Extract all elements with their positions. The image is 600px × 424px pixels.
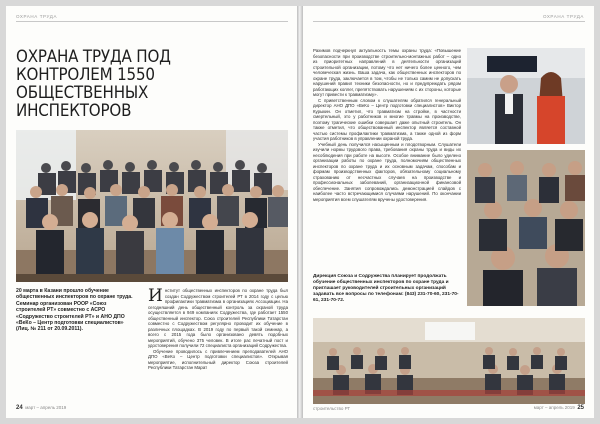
issue-left: март – апрель 2019 [25, 405, 67, 410]
section-rubric-left: ОХРАНА ТРУДА [16, 14, 58, 19]
listeners-photo [467, 150, 585, 306]
left-page [6, 6, 297, 418]
page-number-right: 25 [577, 405, 584, 411]
drop-cap: И [148, 286, 163, 306]
folio-left [16, 405, 66, 411]
article-lead: 20 марта в Казани прошло обучение общественных инспекторов по охране труда. Семинар организован РООР «Союз строителей РТ» совместно с АСРО «Содружество строителей РТ» и АНО ДПО «ВеКо – Центр подготовки специалистов» (Лиц. № 211 от 20.09.2011). [16, 288, 133, 333]
article-column-1 [148, 288, 288, 371]
column-2-paragraph-2: С приветственным словом к слушателям обратился генеральный директор АНО ДПО «ВеКо – Центр подготовки специалистов» Виктор Курыкин. Он отметил, что травматизм на стройке, в частности смертельный, это у работников и многие травмы на производстве, поэтому трагические ошибки совершает даже опытный строитель. Он также отметил, что обществованный инспектор является составной частью системы профилактики травматизма, а также одной из форм участия работников в управлении охраной труда. [313, 97, 461, 142]
page-number-left: 24 [16, 405, 23, 411]
closing-note: Дирекция Союза и Содружества планирует продолжать обучение общественных инспекторов по охране труда и приглашает руководителей строительных организаций задавать все вопросы по телефонам: (843) 231-70-60, 231-70-61, 231-70-72. [313, 274, 459, 303]
classroom-photo [313, 318, 585, 404]
column-1-paragraph-1-text: нститут общественных инспекторов по охране труда был создан Содружеством строителей РТ в 2014 году с целью профилактики травматизма в организациях Ассоциации. На сегодняшний день общественный контроль за охраной труда осуществляется в 949 компаниях Содружества, где работает 1550 общественный инспектор. Союз строителей Республики Татарстан совместно с Содружеством регулярно проводит их обучение в различных площадках. В 2019 году по первый такой семинар, а всего с 2015 года было организовано девять подобных мероприятий, обучено 375 человек. В итоге рас печатный пост и удостоверения получили 72 специалиста организаций Содружества. [148, 288, 288, 349]
section-rubric-right: ОХРАНА ТРУДА [542, 14, 584, 19]
header-rule-left [16, 21, 288, 22]
column-1-paragraph-2: Обучение проводилось с привлечением преподавателей АНО ДПО «ВеКо – Центр подготовки специалистов». Открывая мероприятие, исполнительный директор Союза строителей Республики Татарстан Марат [148, 348, 288, 371]
issue-right: март – апрель 2019 [533, 405, 575, 410]
seminar-audience-photo [16, 130, 288, 282]
column-1-paragraph-1 [148, 288, 288, 349]
folio-right-site: строительство РТ [313, 406, 351, 411]
header-rule-right [313, 21, 585, 22]
folio-right [534, 405, 584, 411]
article-column-2 [313, 48, 461, 202]
article-title: ОХРАНА ТРУДА ПОД КОНТРОЛЕМ 1550 ОБЩЕСТВЕННЫХ ИНСПЕКТОРОВ [16, 46, 171, 120]
speakers-photo [467, 48, 585, 144]
column-2-paragraph-1: Рахимов подчеркнул актуальность темы охраны труда: «Повышение безопасности при производстве строительно-монтажных работ – одно из приоритетных направлений в деятельности организаций строительной организации, потому что нет ничего более ценного, чем человеческая жизнь. Ваша задача, как общественных инспекторов по охране труда, заключается в том, чтобы не только самим не допускать нарушений правил техники безопасности, но и предупреждать рядом работающих коллег, препятствовать нарушениям с их стороны, которые могут привести к травматизму». [313, 48, 461, 98]
right-page [303, 6, 594, 418]
column-2-paragraph-3: Учебный день получился насыщенным и плодотворным. Слушатели изучили нормы трудового права, требования охраны труда и виды их несоблюдения при работе на высоте. Особое внимание было уделено организации работы по охране труда, полномочиям общественных инспекторов по охране труда и их основным задачам, способам и формам производственных факторов, обязательному социальному страхованию от несчастных случаев на производстве и профессиональных заболеваний, организационной финансовой обеспечение. Занятия сопровождались демонстрацией слайдов с наиболее часто встречающимися случаями нарушений. По окончании мероприятия всем слушателям вручены удостоверения. [313, 141, 461, 202]
